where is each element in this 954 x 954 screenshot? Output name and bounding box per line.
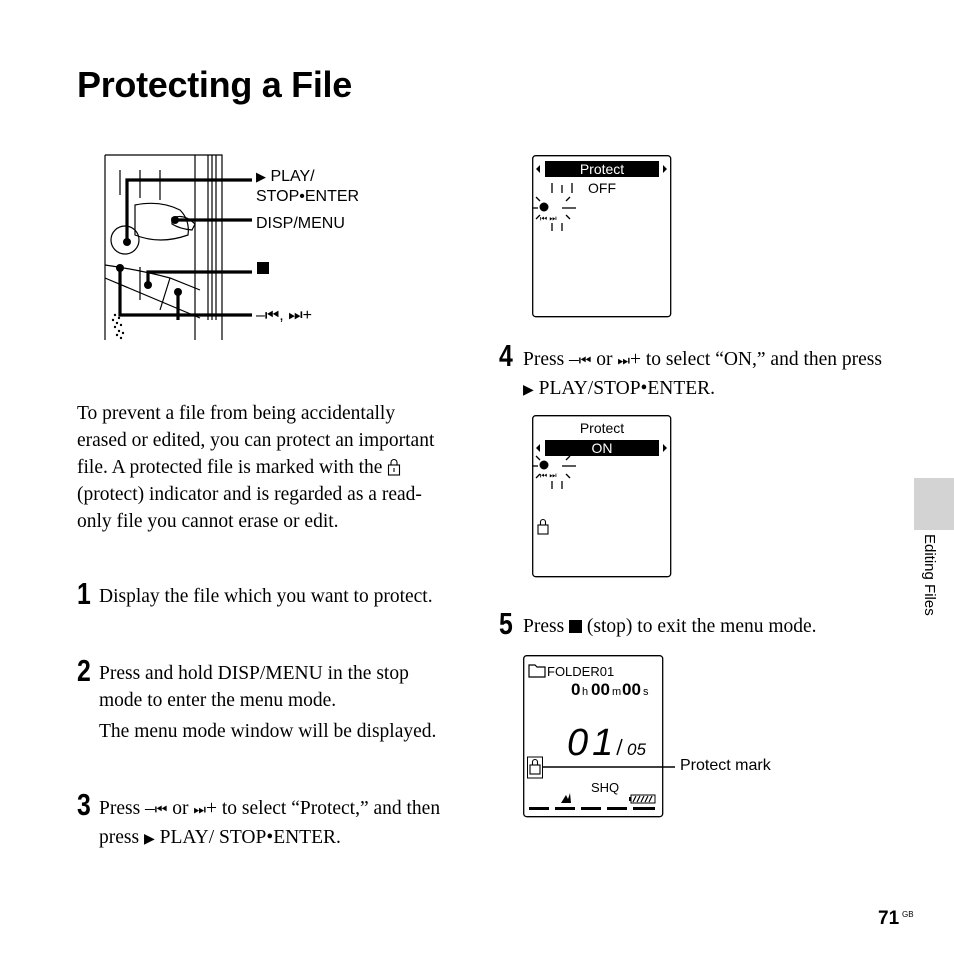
- svg-text:⏮ ⏭: ⏮ ⏭: [540, 471, 557, 480]
- play-triangle-icon: ▶: [523, 382, 534, 398]
- skip-back-icon: ⏮: [154, 802, 168, 818]
- total-tracks: 05: [627, 740, 646, 759]
- step-2-number: 2: [77, 653, 91, 688]
- stop-square-icon: [257, 262, 269, 274]
- screen2-header: Protect: [579, 420, 625, 436]
- step-4-text: Press –⏮ or ⏭+ to select “ON,” and then press ▶ PLAY/STOP•ENTER.: [523, 349, 882, 399]
- step-3-text: Press –⏮ or ⏭+ to select “Protect,” and then press ▶ PLAY/ STOP•ENTER.: [99, 798, 441, 848]
- screen1-header: Protect: [579, 161, 625, 177]
- menu-screen-protect-off: [532, 155, 672, 318]
- step-1-text: Display the file which you want to protect.: [99, 586, 433, 607]
- svg-text:00: 00: [591, 680, 610, 699]
- step-2-note: The menu mode window will be displayed.: [99, 721, 437, 742]
- step-4-number: 4: [499, 338, 513, 373]
- step-5-number: 5: [499, 606, 513, 641]
- svg-text:m: m: [612, 686, 622, 698]
- svg-text:⏮ ⏭: ⏮ ⏭: [540, 214, 557, 223]
- file-display-screen: [523, 655, 793, 820]
- stop-enter-label: STOP•ENTER: [256, 188, 360, 205]
- page-suffix: GB: [902, 910, 914, 919]
- device-illustration: [100, 150, 390, 350]
- lock-icon: [387, 458, 401, 476]
- step-5-text: Press (stop) to exit the menu mode.: [523, 616, 817, 637]
- skip-back-icon: ⏮: [578, 353, 592, 369]
- prev-next-label: –⏮, ⏭+: [256, 307, 312, 324]
- stop-square-icon: [569, 620, 582, 633]
- intro-paragraph: To prevent a file from being accidentally erased or edited, you can protect an important file. A protected file is marked with the (protect) indicator and is regarded as a read-only file you cannot erase or edit.: [77, 403, 435, 532]
- step-2-text: Press and hold DISP/MENU in the stop mode to enter the menu mode.: [99, 663, 409, 711]
- screen1-value: OFF: [588, 180, 616, 196]
- menu-screen-protect-on: [532, 415, 672, 578]
- screen2-value: ON: [591, 440, 613, 456]
- rec-mode: SHQ: [591, 780, 620, 795]
- play-triangle-icon: ▶: [256, 170, 266, 185]
- svg-text:h: h: [582, 686, 589, 698]
- step-1-number: 1: [77, 576, 91, 611]
- svg-text:s: s: [643, 686, 649, 698]
- page-number: 71: [878, 908, 900, 929]
- play-label: ▶ PLAY/: [256, 168, 315, 185]
- skip-forward-icon: ⏭: [193, 802, 207, 818]
- play-triangle-icon: ▶: [143, 831, 155, 847]
- side-tab-label: Editing Files: [921, 534, 938, 616]
- svg-text:00: 00: [622, 680, 641, 699]
- svg-text:0: 0: [571, 680, 581, 699]
- track-number: 01: [567, 722, 618, 764]
- skip-forward-icon: ⏭: [617, 353, 631, 369]
- page-title: Protecting a File: [77, 64, 352, 105]
- step-3-number: 3: [77, 787, 91, 822]
- disp-menu-label: DISP/MENU: [256, 215, 345, 232]
- folder-name: FOLDER01: [547, 664, 615, 679]
- protect-mark-callout: Protect mark: [680, 757, 771, 774]
- side-tab: [914, 478, 954, 530]
